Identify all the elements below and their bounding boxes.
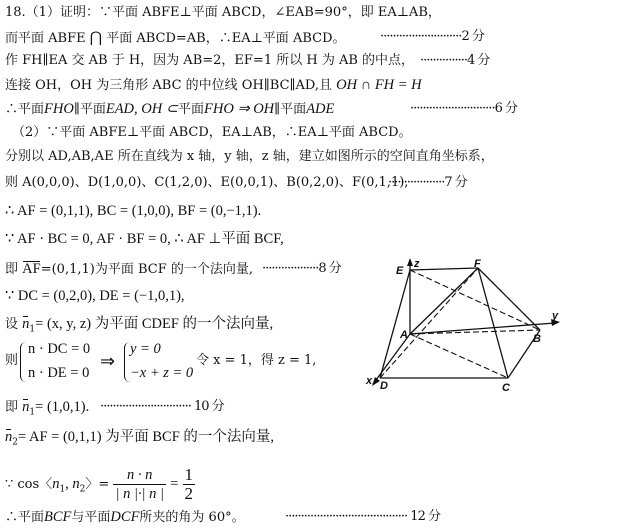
edge-FB bbox=[478, 268, 540, 330]
coordinate-figure bbox=[366, 258, 570, 398]
line-15: 即 $n_1= (1,0,1)$. bbox=[5, 399, 90, 418]
line-13: 设 $n_1= (x$, y, z) 为平面 CDEF 的一个法向量, bbox=[5, 316, 274, 335]
line-16: $n_2=$ AF = (0,1,1) 为平面 BCF 的一个法向量, bbox=[5, 429, 275, 448]
line-18: ∴平面BCF与平面DCF所夹的角为 60°。 bbox=[5, 509, 245, 525]
line-2: 而平面 ABFE ⋂ 平面 ABCD=AB，∴EA⊥平面 ABCD。 bbox=[5, 28, 346, 46]
edge-EB bbox=[410, 270, 540, 330]
score-2: ··························2 分 bbox=[380, 29, 484, 44]
cos-fraction: $\frac{n \cdot n}{| n |\cdot| n |}$ bbox=[115, 467, 165, 502]
line-5: ∴平面FHO∥平面EAD, OH ⊂平面FHO ⇒ OH∥平面ADE bbox=[5, 101, 335, 117]
edge-FC bbox=[478, 268, 508, 378]
line-10: ∵ AF · BC = 0, AF · BF = 0, ∴ AF ⊥平面 BCF, bbox=[5, 231, 284, 247]
z-arrow-icon bbox=[407, 258, 413, 266]
half-fraction: $\frac{1}{2}$ bbox=[184, 465, 193, 503]
edge-FA bbox=[410, 268, 478, 334]
sol-row-1: y = 0 bbox=[130, 341, 161, 357]
edge-EF bbox=[410, 268, 478, 270]
line-11: 即 AF=(0,1,1)为平面 BCF 的一个法向量, bbox=[5, 261, 253, 277]
line-3: 作 FH∥EA 交 AB 于 H，因为 AB=2，EF=1 所以 H 为 AB 的中点， bbox=[5, 53, 415, 68]
line-7: 分别以 AD,AB,AE 所在直线为 x 轴，y 轴，z 轴，建立如图所示的空间直角坐标系， bbox=[5, 149, 494, 164]
eq-row-2: n · DE = 0 bbox=[28, 365, 90, 381]
line-17: ∵ cos〈$n_1$, $n_2$〉= $\frac{n \cdot n}{| n |\cdot| n |}$ = $\frac{1}{2}$ bbox=[5, 465, 193, 503]
label-y: y bbox=[552, 310, 559, 322]
line-9: ∴ AF = (0,1,1), BC = (1,0,0), BF = (0,−1,1). bbox=[5, 203, 262, 219]
score-12: ······································· 12 分 bbox=[285, 509, 440, 524]
left-brace bbox=[20, 342, 26, 382]
score-8: ··················8 分 bbox=[262, 261, 341, 276]
line-14-post: 令 x = 1，得 z = 1, bbox=[196, 353, 317, 368]
intersect-symbol: ⋂ bbox=[89, 28, 103, 46]
label-x: x bbox=[366, 375, 373, 387]
line-1: 18.（1）证明：∵平面 ABFE⊥平面 ABCD，∠EAB=90°，即 EA⊥AB， bbox=[5, 5, 441, 20]
sol-row-2: −x + z = 0 bbox=[130, 365, 194, 381]
score-7: ··················7 分 bbox=[388, 175, 467, 190]
eq-row-1: n · DC = 0 bbox=[28, 341, 91, 357]
label-C: C bbox=[502, 382, 510, 394]
label-A: A bbox=[400, 329, 408, 341]
line-4: 连接 OH，OH 为三角形 ABC 的中位线 OH∥BC∥AD,且 OH ∩ FH = H bbox=[5, 77, 422, 93]
score-6: ···························6 分 bbox=[410, 101, 517, 116]
label-z: z bbox=[414, 258, 420, 270]
edge-AC bbox=[410, 334, 508, 378]
label-B: B bbox=[533, 333, 541, 345]
x-arrow-icon bbox=[372, 377, 380, 386]
line-14-prefix: 则 bbox=[5, 353, 19, 368]
implies-arrow: ⇒ bbox=[100, 351, 116, 371]
label-D: D bbox=[380, 380, 388, 392]
line-12: ∵ DC = (0,2,0), DE = (−1,0,1), bbox=[5, 288, 185, 304]
score-4: ···············4 分 bbox=[420, 53, 490, 68]
x-axis bbox=[373, 334, 410, 384]
label-F: F bbox=[474, 258, 481, 270]
line-6: （2）∵平面 ABFE⊥平面 ABCD，EA⊥AB，∴EA⊥平面 ABCD。 bbox=[12, 125, 412, 140]
label-E: E bbox=[396, 265, 404, 277]
score-10: ····························· 10 分 bbox=[100, 399, 224, 414]
line-8: 则 A(0,0,0)、D(1,0,0)、C(1,2,0)、E(0,0,1)、B(0,2,0)、F(0,1,1), bbox=[5, 175, 409, 190]
